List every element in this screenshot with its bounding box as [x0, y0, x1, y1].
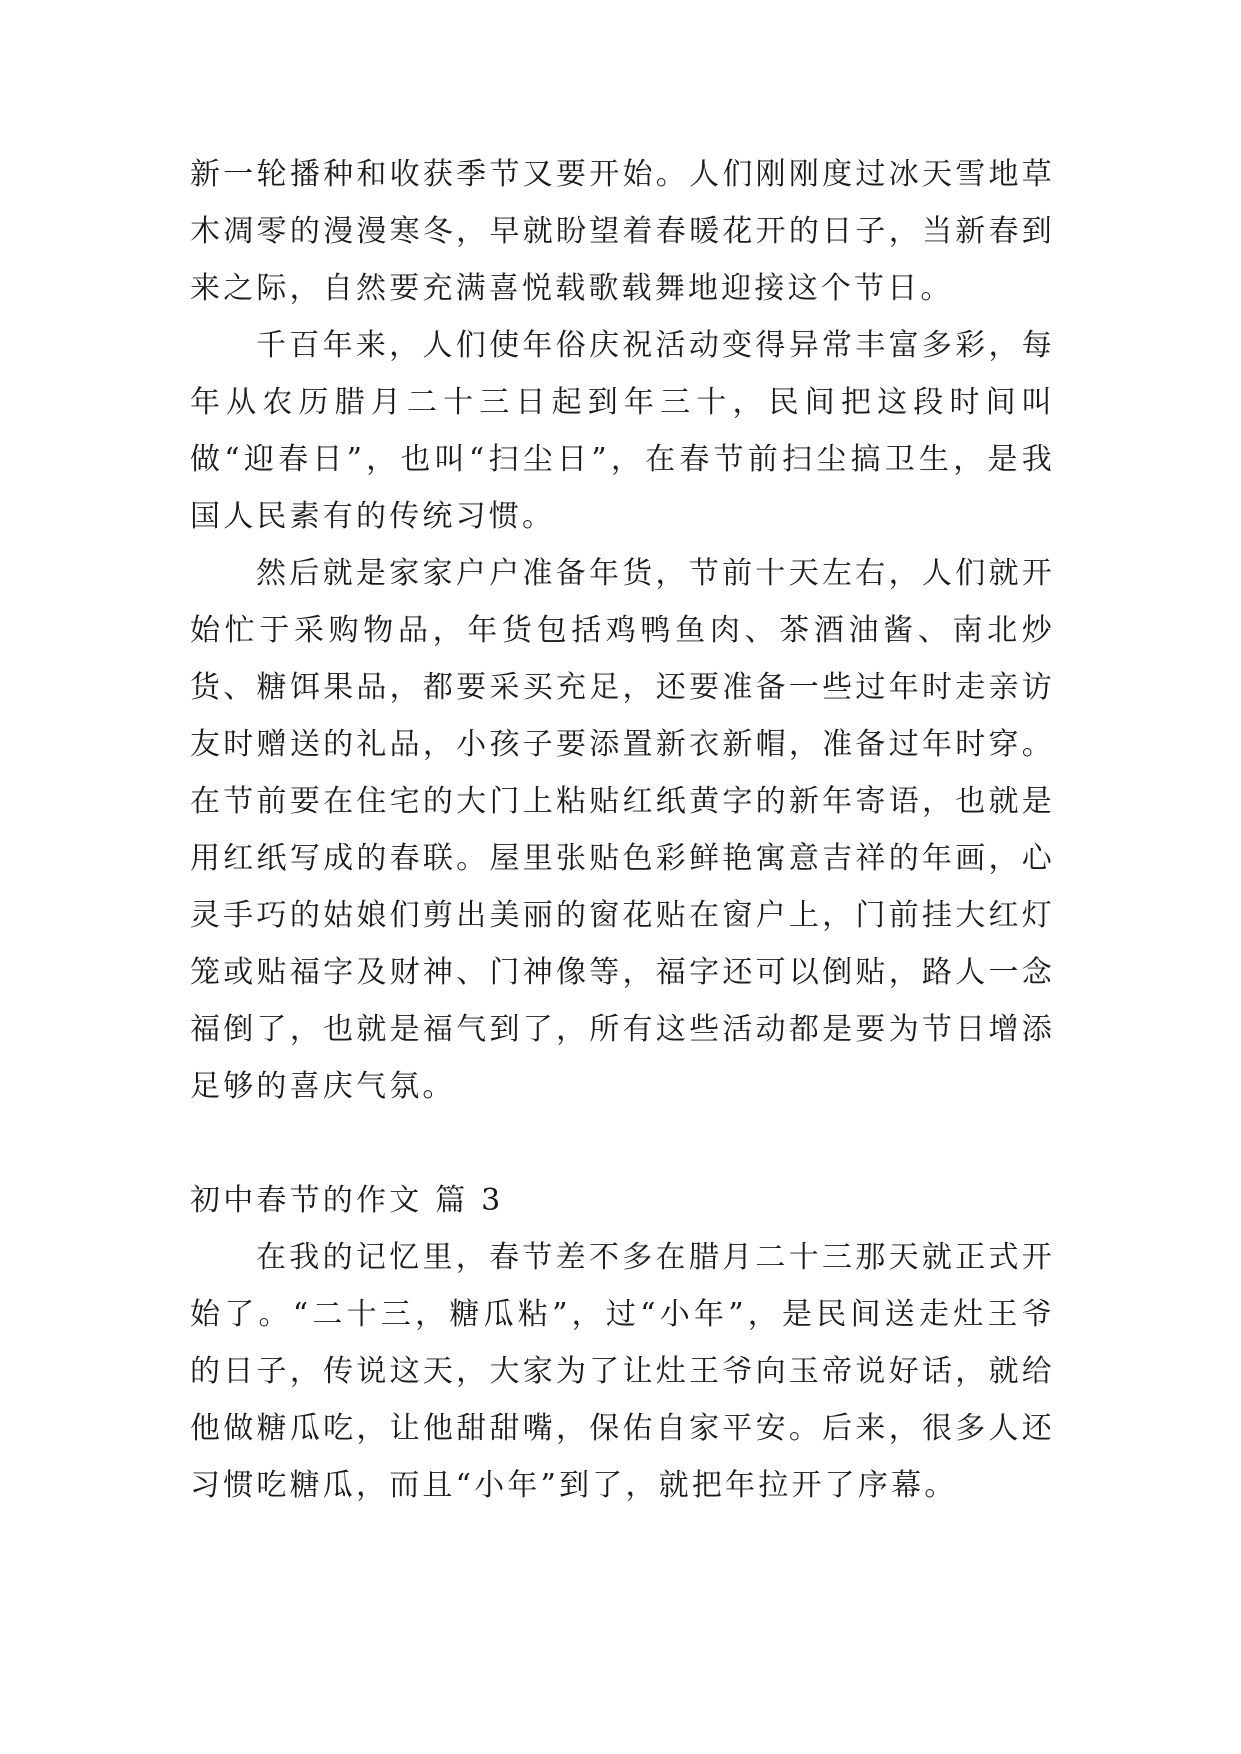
document-body [190, 146, 1055, 1514]
paragraph-2: 千百年来，人们使年俗庆祝活动变得异常丰富多彩，每年从农历腊月二十三日起到年三十，民间把这段时间叫做“迎春日”，也叫“扫尘日”，在春节前扫尘搞卫生，是我国人民素有的传统习惯。 [190, 328, 1055, 534]
paragraph-4: 在我的记忆里，春节差不多在腊月二十三那天就正式开始了。“二十三，糖瓜粘”，过“小年”，是民间送走灶王爷的日子，传说这天，大家为了让灶王爷向玉帝说好话，就给他做糖瓜吃，让他甜甜嘴，保佑自家平安。后来，很多人还习惯吃糖瓜，而且“小年”到了，就把年拉开了序幕。 [190, 1240, 1055, 1503]
paragraph-1: 新一轮播种和收获季节又要开始。人们刚刚度过冰天雪地草木凋零的漫漫寒冬，早就盼望着春暖花开的日子，当新春到来之际，自然要充满喜悦载歌载舞地迎接这个节日。 [190, 157, 1055, 306]
section-heading: 初中春节的作文 篇 3 [190, 1183, 504, 1218]
paragraph-3: 然后就是家家户户准备年货，节前十天左右，人们就开始忙于采购物品，年货包括鸡鸭鱼肉、茶酒油酱、南北炒货、糖饵果品，都要采买充足，还要准备一些过年时走亲访友时赠送的礼品，小孩子要添置新衣新帽，准备过年时穿。在节前要在住宅的大门上粘贴红纸黄字的新年寄语，也就是用红纸写成的春联。屋里张贴色彩鲜艳寓意吉祥的年画，心灵手巧的姑娘们剪出美丽的窗花贴在窗户上，门前挂大红灯笼或贴福字及财神、门神像等，福字还可以倒贴，路人一念福倒了，也就是福气到了，所有这些活动都是要为节日增添足够的喜庆气氛。 [190, 556, 1055, 1104]
